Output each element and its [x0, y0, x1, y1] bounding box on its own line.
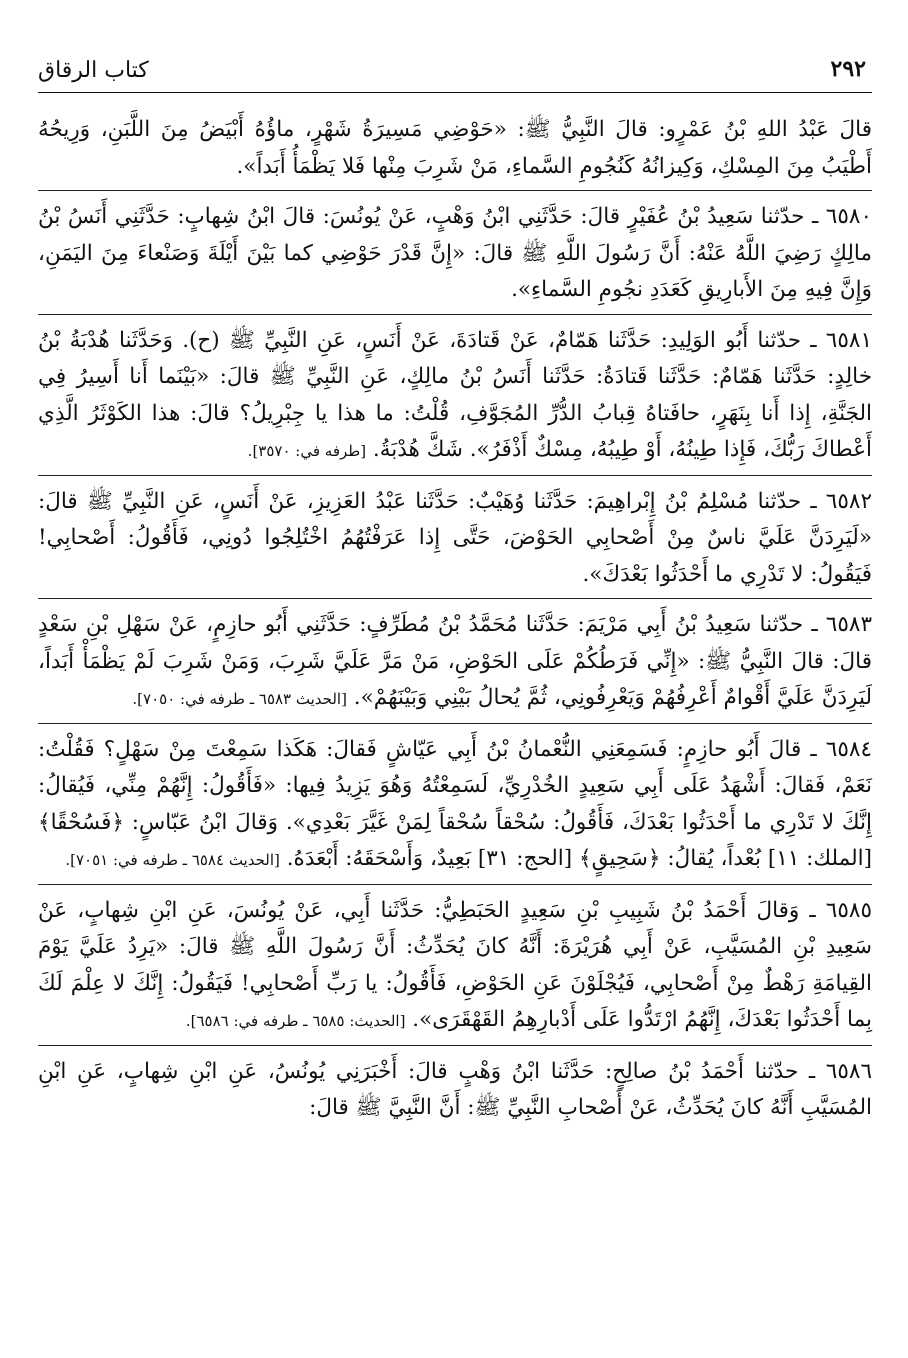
hadith-paragraph: [38, 732, 872, 885]
hadith-text: ٦٥٨٠ ـ حدّثنا سَعِيدُ بْنُ عُفَيْرٍ قالَ: حَدَّثَنِي ابْنُ وَهْبٍ، عَنْ يُونُسَ: قالَ ابْنُ شِهابٍ: حَدَّثَنِي أَنَسُ بْنُ مالِكٍ رَضِيَ اللَّهُ عَنْهُ: أَنَّ رَسُولَ اللَّهِ ﷺ قالَ: «إِنَّ قَدْرَ حَوْضِي كما بَيْنَ أَيْلَةَ وَصَنْعاءَ مِنَ اليَمَنِ، وَإِنَّ فِيهِ مِنَ الأَبارِيقِ كَعَدَدِ نجُومِ السَّماءِ».: [38, 204, 872, 302]
hadith-text: ٦٥٨٥ ـ وَقالَ أَحْمَدُ بْنُ شَبِيبِ بْنِ سَعِيدٍ الحَبَطِيُّ: حَدَّثَنا أَبِي، عَنْ يُونُسَ، عَنِ ابْنِ شِهابٍ، عَنْ سَعِيدِ بْنِ المُسَيَّبِ، عَنْ أَبِي هُرَيْرَةَ: أَنَّهُ كانَ يُحَدِّثُ: أَنَّ رَسُولَ اللَّهِ ﷺ قالَ: «يَرِدُ عَلَيَّ يَوْمَ القِيامَةِ رَهْطٌ مِنْ أَصْحابِي، فَيُجْلَوْنَ عَنِ الحَوْضِ، فَأَقُولُ: يا رَبِّ أَصْحابِي! فَيَقُولُ: إِنَّكَ لا عِلْمَ لَكَ بِما أَحْدَثُوا بَعْدَكَ، إِنَّهُمُ ارْتَدُّوا عَلَى أَدْبارِهِمُ القَهْقَرَى».: [38, 897, 872, 1032]
hadith-reference: [طرفه في: ٣٥٧٠].: [247, 442, 367, 460]
hadith-reference: [الحديث: ٦٥٨٥ ـ طرفه في: ٦٥٨٦].: [185, 1012, 406, 1030]
hadith-reference: [الحديث ٦٥٨٣ ـ طرفه في: ٧٠٥٠].: [132, 690, 347, 708]
hadith-reference: [الحديث ٦٥٨٤ ـ طرفه في: ٧٠٥١].: [65, 851, 280, 869]
hadith-paragraph: [38, 1054, 872, 1132]
hadith-paragraph: [38, 199, 872, 315]
page-header: [38, 52, 872, 93]
hadith-text: ٦٥٨٢ ـ حدّثنا مُسْلِمُ بْنُ إِبْراهِيمَ: حَدَّثَنا وُهَيْبٌ: حَدَّثَنا عَبْدُ العَزِيزِ، عَنْ أَنَسٍ، عَنِ النَّبِيِّ ﷺ قالَ: «لَيَرِدَنَّ عَلَيَّ ناسٌ مِنْ أَصْحابِي الحَوْضَ، حَتَّى إِذا عَرَفْتُهُمُ اخْتُلِجُوا دُونِي، فَأَقُولُ: أَصْحابِي! فَيَقُولُ: لا تَدْرِي ما أَحْدَثُوا بَعْدَكَ».: [38, 488, 872, 587]
hadith-text: ٦٥٨٤ ـ قالَ أَبُو حازِمٍ: فَسَمِعَنِي النُّعْمانُ بْنُ أَبِي عَيّاشٍ فَقالَ: هَكَذا سَمِعْتَ مِنْ سَهْلٍ؟ فَقُلْتُ: نَعَمْ، فَقالَ: أَشْهَدُ عَلَى أَبِي سَعِيدٍ الخُدْرِيِّ، لَسَمِعْتُهُ وَهُوَ يَزِيدُ فِيها: «فَأَقُولُ: إِنَّهُمْ مِنِّي، فَيُقالُ: إِنَّكَ لا تَدْرِي ما أَحْدَثُوا بَعْدَكَ، فَأَقُولُ: سُحْقاً سُحْقاً لِمَنْ غَيَّرَ بَعْدِي». وَقالَ ابْنُ عَبّاسٍ: ﴿فَسُحْقًا﴾ [الملك: ١١] بُعْداً، يُقالُ: ﴿سَحِيقٍ﴾ [الحج: ٣١] بَعِيدٌ، وَأَسْحَقَهُ: أَبْعَدَهُ.: [38, 736, 872, 871]
page-body: [38, 112, 872, 1328]
book-title: كتاب الرقاق: [38, 58, 149, 83]
hadith-text: ٦٥٨١ ـ حدّثنا أَبُو الوَلِيدِ: حَدَّثَنا هَمّامٌ، عَنْ قَتادَةَ، عَنْ أَنَسٍ، عَنِ النَّبِيِّ ﷺ (ح). وَحَدَّثَنا هُدْبَةُ بْنُ خالِدٍ: حَدَّثَنا هَمّامٌ: حَدَّثَنا قَتادَةُ: حَدَّثَنا أَنَسُ بْنُ مالِكٍ، عَنِ النَّبِيِّ ﷺ قالَ: «بَيْنَما أَنا أَسِيرُ فِي الجَنَّةِ، إِذا أَنا بِنَهَرٍ، حافَتاهُ قِبابُ الدُّرِّ المُجَوَّفِ، قُلْتُ: ما هذا يا جِبْرِيلُ؟ قالَ: هذا الكَوْثَرُ الَّذِي أَعْطاكَ رَبُّكَ، فَإِذا طِينُهُ، أَوْ طِيبُهُ، مِسْكٌ أَذْفَرُ». شَكَّ هُدْبَةُ.: [38, 327, 872, 462]
page-number: ٢٩٢: [830, 56, 866, 82]
hadith-text: ٦٥٨٣ ـ حدّثنا سَعِيدُ بْنُ أَبِي مَرْيَمَ: حَدَّثَنا مُحَمَّدُ بْنُ مُطَرِّفٍ: حَدَّثَنِي أَبُو حازِمٍ، عَنْ سَهْلِ بْنِ سَعْدٍ قالَ: قالَ النَّبِيُّ ﷺ: «إِنِّي فَرَطُكُمْ عَلَى الحَوْضِ، مَنْ مَرَّ عَلَيَّ شَرِبَ، وَمَنْ شَرِبَ لَمْ يَظْمَأْ أَبَداً، لَيَرِدَنَّ عَلَيَّ أَقْوامٌ أَعْرِفُهُمْ وَيَعْرِفُونِي، ثُمَّ يُحالُ بَيْنِي وَبَيْنَهُمْ».: [38, 612, 872, 710]
hadith-paragraph: [38, 893, 872, 1046]
hadith-text: ٦٥٨٦ ـ حدّثنا أَحْمَدُ بْنُ صالِحٍ: حَدَّثَنا ابْنُ وَهْبٍ قالَ: أَخْبَرَنِي يُونُسُ، عَنِ ابْنِ شِهابٍ، عَنِ ابْنِ المُسَيَّبِ أَنَّهُ كانَ يُحَدِّثُ، عَنْ أَصْحابِ النَّبِيِّ ﷺ: أَنَّ النَّبِيَّ ﷺ قالَ:: [38, 1058, 872, 1120]
hadith-paragraph: [38, 484, 872, 600]
hadith-paragraph: [38, 323, 872, 476]
hadith-text: قالَ عَبْدُ اللهِ بْنُ عَمْرٍو: قالَ النَّبِيُّ ﷺ: «حَوْضِي مَسِيرَةُ شَهْرٍ، ماؤُهُ أَبْيَضُ مِنَ اللَّبَنِ، وَرِيحُهُ أَطْيَبُ مِنَ المِسْكِ، وَكِيزانُهُ كَنُجُومِ السَّماءِ، مَنْ شَرِبَ مِنْها فَلا يَظْمَأُ أَبَداً».: [38, 117, 872, 179]
hadith-paragraph: [38, 607, 872, 724]
hadith-paragraph: [38, 112, 872, 191]
